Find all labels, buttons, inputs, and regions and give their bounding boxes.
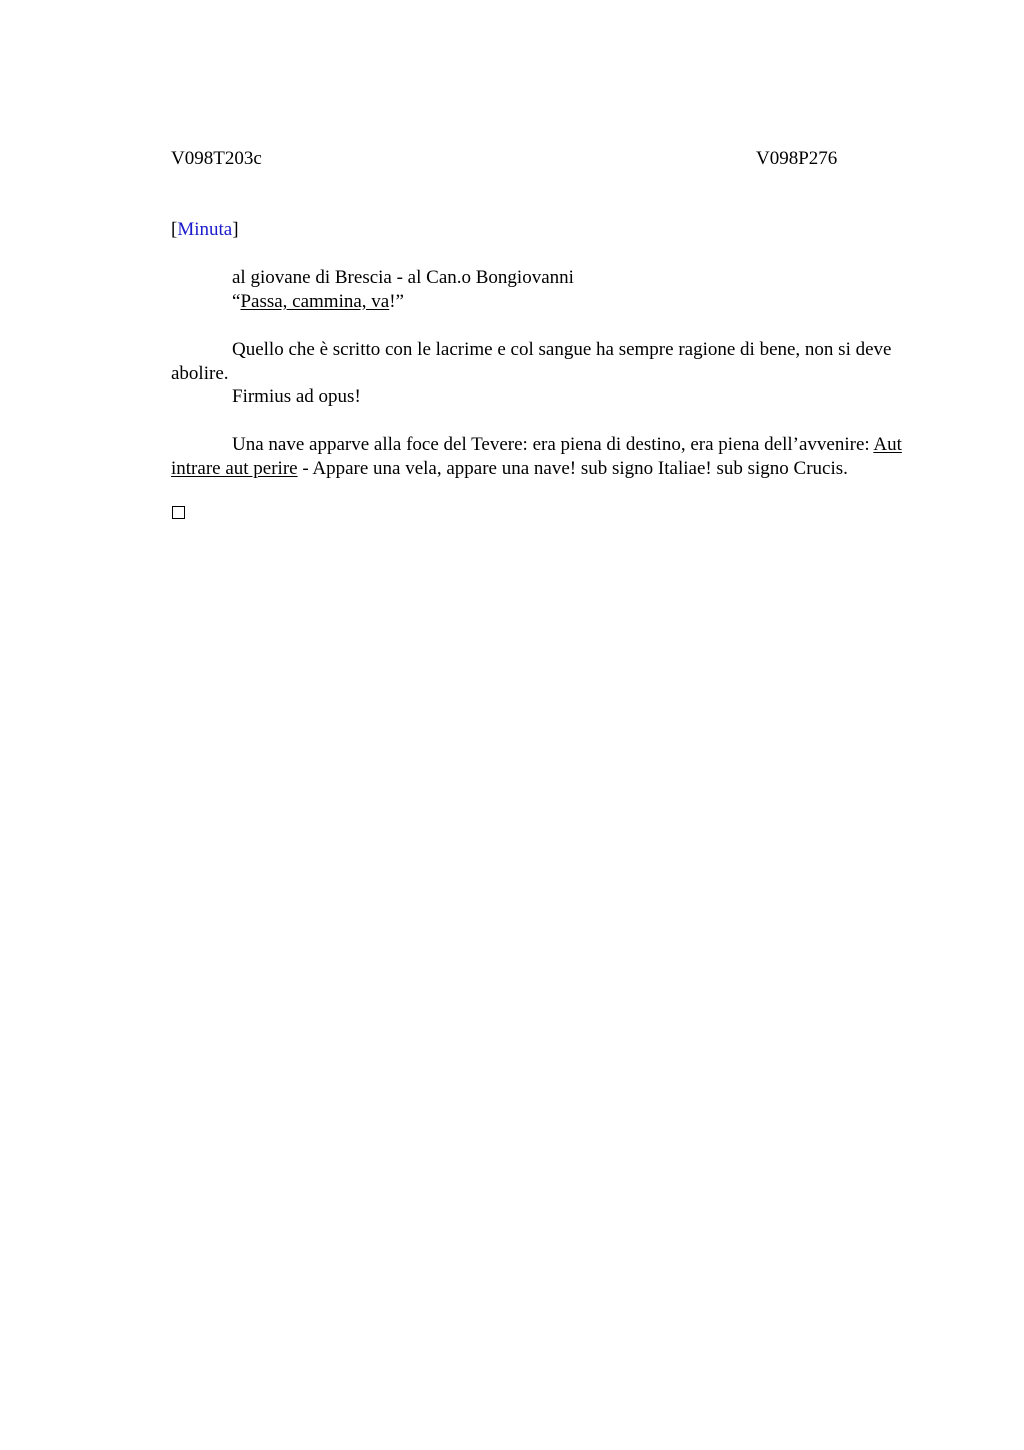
paragraph-nave-rest: - Appare una vela, appare una nave! sub signo Italiae! sub signo Crucis.: [297, 458, 848, 479]
empty-square-icon: [172, 506, 185, 519]
motto-line: [171, 290, 994, 314]
paragraph-nave-underlined: Aut intrare aut perire: [171, 434, 902, 479]
minuta-link[interactable]: Minuta: [177, 219, 233, 240]
motto-close-quote: !”: [389, 291, 404, 312]
minuta-close-bracket: ]: [232, 219, 239, 240]
address-line: al giovane di Brescia - al Can.o Bongiovanni: [232, 267, 574, 288]
document-code-right: V098P276: [756, 148, 838, 169]
paragraph-nave: [171, 433, 933, 481]
minuta-open-bracket: [: [171, 219, 178, 240]
paragraph-firmius: Firmius ad opus!: [232, 386, 361, 407]
paragraph-nave-lead: Una nave apparve alla foce del Tevere: era piena di destino, era piena dell’avvenire:: [232, 434, 874, 455]
minuta-heading: [171, 218, 239, 242]
document-code-left: V098T203c: [171, 148, 262, 169]
paragraph-quello: Quello che è scritto con le lacrime e col sangue ha sempre ragione di bene, non si deve abolire.: [171, 339, 892, 384]
motto-underlined: Passa, cammina, va: [240, 291, 390, 312]
motto-open-quote: “: [232, 291, 241, 312]
